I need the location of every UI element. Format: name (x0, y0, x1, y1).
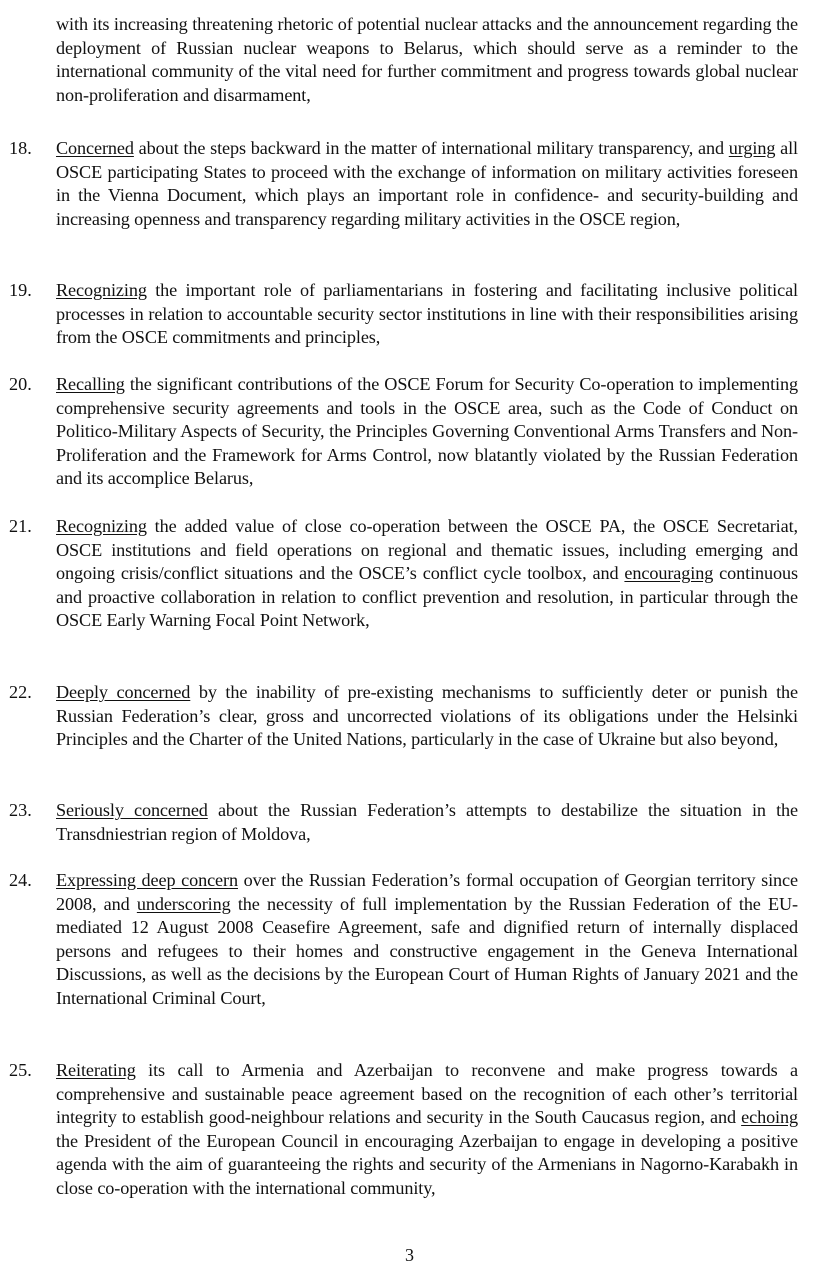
operative-phrase: Seriously concerned (56, 800, 208, 820)
operative-phrase: Recognizing (56, 516, 147, 536)
paragraph-text (56, 799, 798, 846)
operative-phrase: encouraging (624, 563, 714, 584)
paragraph-segment: all OSCE participating States to proceed with the exchange of information on military activities foreseen in the Vienna Document, which plays an important role in confidence- and security-building and increasing openness and transparency regarding military activities in the OSCE region, (56, 138, 798, 229)
paragraph-segment: the President of the European Council in encouraging Azerbaijan to engage in developing a positive agenda with the aim of guaranteeing the rights and security of the Armenians in Nagorno-Karabakh in close co-operation with the international community, (56, 1130, 798, 1198)
paragraph-segment: the important role of parliamentarians in fostering and facilitating inclusive political processes in relation to accountable security sector institutions in line with their responsibilities arising from the OSCE commitments and principles, (56, 280, 798, 348)
paragraph-number: 18. (9, 138, 32, 158)
operative-phrase: urging (728, 138, 776, 158)
paragraph-number: 25. (9, 1060, 32, 1080)
paragraph-text (56, 681, 798, 752)
paragraph-number: 20. (9, 374, 32, 394)
operative-phrase: Reiterating (56, 1060, 136, 1080)
page-number: 3 (405, 1245, 414, 1265)
paragraph-text (56, 1059, 798, 1201)
paragraph-segment: by the inability of pre-existing mechanisms to sufficiently deter or punish the Russian Federation’s clear, gross and uncorrected violations of its obligations under the Helsinki Principles and the Charter of the United Nations, particularly in the case of Ukraine but also beyond, (56, 682, 798, 750)
paragraph-segment: the necessity of full implementation by the Russian Federation of the EU-mediated 12 August 2008 Ceasefire Agreement, safe and dignified return of internally displaced persons and refugees to their homes and constructive engagement in the Geneva International Discussions, as well as the decisions by the European Court of Human Rights of January 2021 and the International Criminal Court, (56, 893, 799, 1008)
paragraph-segment: the significant contributions of the OSCE Forum for Security Co-operation to implementing comprehensive security agreements and tools in the OSCE area, such as the Code of Conduct on Politico-Military Aspects of Security, the Principles Governing Conventional Arms Transfers and Non-Proliferation and the Framework for Arms Control, now blatantly violated by the Russian Federation and its accomplice Belarus, (56, 374, 798, 489)
operative-phrase: Concerned (56, 138, 134, 158)
paragraph-segment: continuous and proactive collaboration in relation to conflict prevention and resolution, in particular through the OSCE Early Warning Focal Point Network, (56, 563, 798, 631)
intro-paragraph: with its increasing threatening rhetoric of potential nuclear attacks and the announcement regarding the deployment of Russian nuclear weapons to Belarus, which should serve as a reminder to the international community of the vital need for further commitment and progress towards global nuclear non-proliferation and disarmament, (56, 14, 798, 105)
operative-phrase: Recognizing (56, 280, 147, 300)
paragraph-number: 23. (9, 800, 32, 820)
operative-phrase: underscoring (136, 893, 231, 914)
operative-phrase: Deeply concerned (56, 682, 191, 702)
paragraph-number: 19. (9, 280, 32, 300)
operative-phrase: Expressing deep concern (56, 870, 238, 890)
paragraph-segment: its call to Armenia and Azerbaijan to reconvene and make progress towards a comprehensive and sustainable peace agreement based on the recognition of each other’s territorial integrity to establish good-neighbour relations and security in the South Caucasus region, and (56, 1060, 798, 1128)
paragraph-text (56, 279, 798, 350)
paragraph-number: 24. (9, 870, 32, 890)
paragraph-segment: about the Russian Federation’s attempts to destabilize the situation in the Transdniestrian region of Moldova, (56, 800, 798, 844)
paragraph-text (56, 515, 798, 633)
paragraph-segment: about the steps backward in the matter of international military transparency, and (133, 138, 729, 158)
operative-phrase: Recalling (56, 374, 125, 394)
paragraph-number: 22. (9, 682, 32, 702)
paragraph-segment: over the Russian Federation’s formal occupation of Georgian territory since 2008, and (56, 870, 798, 914)
paragraph-text (56, 373, 798, 491)
operative-phrase: echoing (741, 1107, 798, 1128)
paragraph-number: 21. (9, 516, 32, 536)
paragraph-text (56, 137, 798, 231)
paragraph-segment: the added value of close co-operation between the OSCE PA, the OSCE Secretariat, OSCE institutions and field operations on regional and thematic issues, including emerging and ongoing crisis/conflict situations and the OSCE’s conflict cycle toolbox, and (56, 516, 798, 584)
paragraph-text (56, 869, 798, 1011)
